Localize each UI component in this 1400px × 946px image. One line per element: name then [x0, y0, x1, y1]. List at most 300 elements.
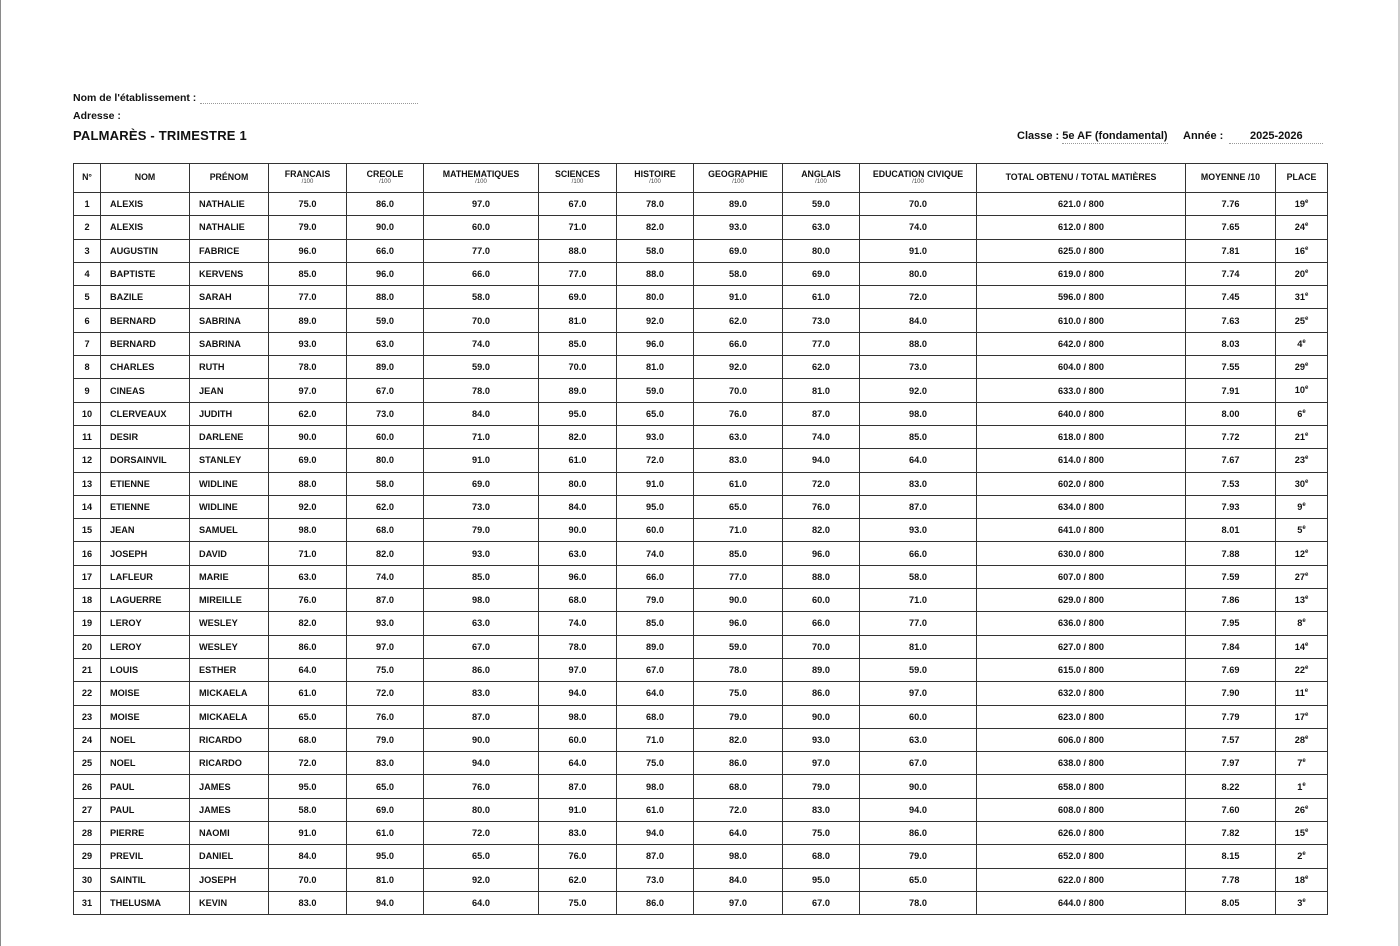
column-header-education-civique [860, 164, 977, 193]
cell-place [1276, 332, 1328, 355]
table-row [74, 379, 1328, 402]
cell-histoire: 61.0 [617, 798, 694, 821]
column-header-max: /100 [571, 179, 584, 186]
table-row [74, 705, 1328, 728]
cell-total: 636.0 / 800 [977, 612, 1186, 635]
cell-anglais: 69.0 [783, 262, 860, 285]
cell-geographie: 86.0 [694, 752, 783, 775]
table-row [74, 682, 1328, 705]
cell-moyenne: 8.00 [1186, 402, 1276, 425]
cell-histoire: 88.0 [617, 262, 694, 285]
cell-creole: 75.0 [347, 658, 424, 681]
cell-creole: 87.0 [347, 589, 424, 612]
annee-value: 2025-2026 [1229, 130, 1323, 144]
cell-total: 626.0 / 800 [977, 822, 1186, 845]
cell-histoire: 68.0 [617, 705, 694, 728]
cell-moyenne: 7.67 [1186, 449, 1276, 472]
cell-education-civique: 72.0 [860, 286, 977, 309]
cell-sciences: 81.0 [539, 309, 617, 332]
cell-geographie: 97.0 [694, 891, 783, 914]
cell-sciences: 75.0 [539, 891, 617, 914]
column-header-label: MATHEMATIQUES [442, 169, 520, 180]
cell-sciences: 77.0 [539, 262, 617, 285]
cell-prenom: JOSEPH [190, 868, 269, 891]
cell-francais: 89.0 [269, 309, 347, 332]
cell-total: 604.0 / 800 [977, 356, 1186, 379]
cell-francais: 58.0 [269, 798, 347, 821]
cell-prenom: JAMES [190, 798, 269, 821]
cell-moyenne: 8.03 [1186, 332, 1276, 355]
cell-sciences: 62.0 [539, 868, 617, 891]
cell-prenom: SABRINA [190, 332, 269, 355]
cell-sciences: 64.0 [539, 752, 617, 775]
cell-num: 19 [74, 612, 101, 635]
place-number: 21 [1294, 432, 1305, 443]
cell-francais: 65.0 [269, 705, 347, 728]
cell-sciences: 89.0 [539, 379, 617, 402]
cell-moyenne: 8.01 [1186, 519, 1276, 542]
cell-anglais: 72.0 [783, 472, 860, 495]
cell-mathematiques: 59.0 [424, 356, 539, 379]
cell-place [1276, 868, 1328, 891]
place-number: 27 [1294, 571, 1305, 582]
cell-education-civique: 84.0 [860, 309, 977, 332]
cell-moyenne: 7.76 [1186, 193, 1276, 216]
cell-num: 15 [74, 519, 101, 542]
cell-anglais: 93.0 [783, 728, 860, 751]
place-number: 14 [1294, 641, 1305, 652]
cell-nom: THELUSMA [101, 891, 190, 914]
cell-num: 9 [74, 379, 101, 402]
cell-num: 10 [74, 402, 101, 425]
cell-nom: NOEL [101, 728, 190, 751]
place-number: 5 [1297, 525, 1303, 536]
cell-place [1276, 635, 1328, 658]
column-header-max: /100 [475, 179, 487, 186]
cell-education-civique: 81.0 [860, 635, 977, 658]
place-number: 26 [1294, 804, 1305, 815]
cell-sciences: 60.0 [539, 728, 617, 751]
cell-moyenne: 7.72 [1186, 425, 1276, 448]
cell-education-civique: 86.0 [860, 822, 977, 845]
cell-prenom: DARLENE [190, 425, 269, 448]
cell-total: 638.0 / 800 [977, 752, 1186, 775]
cell-nom: BERNARD [101, 332, 190, 355]
cell-mathematiques: 78.0 [424, 379, 539, 402]
place-suffix: e [1304, 571, 1309, 578]
place-suffix: e [1304, 362, 1309, 369]
cell-prenom: SABRINA [190, 309, 269, 332]
cell-creole: 88.0 [347, 286, 424, 309]
place-number: 17 [1294, 711, 1305, 722]
cell-moyenne: 7.74 [1186, 262, 1276, 285]
cell-sciences: 68.0 [539, 589, 617, 612]
cell-prenom: WIDLINE [190, 472, 269, 495]
cell-place [1276, 193, 1328, 216]
cell-mathematiques: 94.0 [424, 752, 539, 775]
cell-anglais: 60.0 [783, 589, 860, 612]
column-header-label: NOM [134, 172, 156, 183]
cell-num: 8 [74, 356, 101, 379]
cell-francais: 97.0 [269, 379, 347, 402]
cell-total: 641.0 / 800 [977, 519, 1186, 542]
cell-francais: 61.0 [269, 682, 347, 705]
classe-label: Classe : [1017, 130, 1060, 142]
cell-nom: BAZILE [101, 286, 190, 309]
place-number: 16 [1294, 245, 1305, 256]
cell-education-civique: 71.0 [860, 589, 977, 612]
place-suffix: e [1302, 618, 1306, 625]
cell-sciences: 82.0 [539, 425, 617, 448]
place-number: 9 [1297, 502, 1303, 513]
place-suffix: e [1304, 711, 1309, 718]
cell-geographie: 65.0 [694, 495, 783, 518]
page-left-edge [0, 0, 1, 946]
cell-prenom: KERVENS [190, 262, 269, 285]
cell-sciences: 76.0 [539, 845, 617, 868]
place-number: 8 [1297, 618, 1303, 629]
cell-francais: 77.0 [269, 286, 347, 309]
cell-creole: 80.0 [347, 449, 424, 472]
cell-nom: BAPTISTE [101, 262, 190, 285]
cell-creole: 86.0 [347, 193, 424, 216]
adresse-line [73, 110, 121, 122]
cell-place [1276, 612, 1328, 635]
place-suffix: e [1304, 478, 1309, 485]
cell-num: 18 [74, 589, 101, 612]
table-row [74, 752, 1328, 775]
column-header-max: /100 [301, 179, 314, 186]
cell-geographie: 77.0 [694, 565, 783, 588]
place-suffix: e [1304, 874, 1309, 881]
cell-anglais: 90.0 [783, 705, 860, 728]
cell-nom: LEROY [101, 635, 190, 658]
cell-mathematiques: 70.0 [424, 309, 539, 332]
annee-label: Année : [1183, 130, 1224, 142]
cell-histoire: 78.0 [617, 193, 694, 216]
cell-num: 16 [74, 542, 101, 565]
cell-geographie: 70.0 [694, 379, 783, 402]
place-suffix: e [1304, 315, 1309, 322]
cell-nom: ETIENNE [101, 495, 190, 518]
cell-education-civique: 80.0 [860, 262, 977, 285]
cell-total: 629.0 / 800 [977, 589, 1186, 612]
cell-histoire: 93.0 [617, 425, 694, 448]
cell-moyenne: 7.45 [1186, 286, 1276, 309]
cell-prenom: ESTHER [190, 658, 269, 681]
cell-moyenne: 7.93 [1186, 495, 1276, 518]
table-header-row [74, 164, 1328, 193]
cell-creole: 59.0 [347, 309, 424, 332]
classe-info [1017, 130, 1168, 142]
cell-geographie: 58.0 [694, 262, 783, 285]
place-number: 25 [1294, 315, 1305, 326]
cell-place [1276, 728, 1328, 751]
cell-geographie: 76.0 [694, 402, 783, 425]
table-body [74, 193, 1328, 915]
cell-francais: 82.0 [269, 612, 347, 635]
cell-prenom: WESLEY [190, 612, 269, 635]
cell-moyenne: 7.82 [1186, 822, 1276, 845]
cell-total: 633.0 / 800 [977, 379, 1186, 402]
cell-place [1276, 379, 1328, 402]
cell-francais: 64.0 [269, 658, 347, 681]
cell-place [1276, 286, 1328, 309]
cell-creole: 65.0 [347, 775, 424, 798]
cell-geographie: 59.0 [694, 635, 783, 658]
cell-education-civique: 91.0 [860, 239, 977, 262]
cell-creole: 76.0 [347, 705, 424, 728]
cell-mathematiques: 77.0 [424, 239, 539, 262]
column-header-label: GEOGRAPHIE [708, 169, 768, 180]
cell-place [1276, 565, 1328, 588]
table-row [74, 425, 1328, 448]
cell-histoire: 96.0 [617, 332, 694, 355]
place-number: 11 [1294, 688, 1305, 699]
cell-total: 602.0 / 800 [977, 472, 1186, 495]
cell-anglais: 68.0 [783, 845, 860, 868]
table-row [74, 449, 1328, 472]
place-number: 13 [1294, 595, 1305, 606]
cell-francais: 76.0 [269, 589, 347, 612]
cell-geographie: 90.0 [694, 589, 783, 612]
column-header-histoire [617, 164, 694, 193]
table-row [74, 239, 1328, 262]
cell-nom: CINEAS [101, 379, 190, 402]
cell-num: 21 [74, 658, 101, 681]
cell-histoire: 64.0 [617, 682, 694, 705]
cell-creole: 73.0 [347, 402, 424, 425]
place-suffix: e [1304, 245, 1309, 252]
cell-moyenne: 7.55 [1186, 356, 1276, 379]
cell-sciences: 71.0 [539, 216, 617, 239]
column-header-label: CREOLE [366, 169, 404, 180]
cell-mathematiques: 66.0 [424, 262, 539, 285]
cell-histoire: 89.0 [617, 635, 694, 658]
cell-francais: 70.0 [269, 868, 347, 891]
cell-anglais: 73.0 [783, 309, 860, 332]
table-row [74, 519, 1328, 542]
cell-total: 658.0 / 800 [977, 775, 1186, 798]
cell-num: 11 [74, 425, 101, 448]
cell-anglais: 63.0 [783, 216, 860, 239]
cell-histoire: 87.0 [617, 845, 694, 868]
cell-moyenne: 7.97 [1186, 752, 1276, 775]
cell-prenom: NATHALIE [190, 216, 269, 239]
cell-place [1276, 542, 1328, 565]
cell-sciences: 67.0 [539, 193, 617, 216]
cell-total: 608.0 / 800 [977, 798, 1186, 821]
cell-moyenne: 7.79 [1186, 705, 1276, 728]
cell-mathematiques: 64.0 [424, 891, 539, 914]
cell-nom: LAFLEUR [101, 565, 190, 588]
cell-sciences: 63.0 [539, 542, 617, 565]
table-row [74, 402, 1328, 425]
cell-geographie: 72.0 [694, 798, 783, 821]
cell-total: 630.0 / 800 [977, 542, 1186, 565]
cell-francais: 90.0 [269, 425, 347, 448]
cell-num: 28 [74, 822, 101, 845]
place-number: 3 [1297, 898, 1303, 909]
table-row [74, 635, 1328, 658]
cell-creole: 62.0 [347, 495, 424, 518]
place-suffix: e [1304, 222, 1309, 229]
cell-mathematiques: 60.0 [424, 216, 539, 239]
cell-prenom: WESLEY [190, 635, 269, 658]
cell-prenom: WIDLINE [190, 495, 269, 518]
cell-francais: 79.0 [269, 216, 347, 239]
cell-moyenne: 7.65 [1186, 216, 1276, 239]
cell-prenom: DANIEL [190, 845, 269, 868]
cell-histoire: 79.0 [617, 589, 694, 612]
cell-mathematiques: 58.0 [424, 286, 539, 309]
cell-nom: DESIR [101, 425, 190, 448]
cell-creole: 81.0 [347, 868, 424, 891]
cell-creole: 96.0 [347, 262, 424, 285]
cell-sciences: 84.0 [539, 495, 617, 518]
cell-moyenne: 7.53 [1186, 472, 1276, 495]
cell-histoire: 74.0 [617, 542, 694, 565]
place-number: 23 [1294, 455, 1305, 466]
cell-mathematiques: 65.0 [424, 845, 539, 868]
cell-francais: 98.0 [269, 519, 347, 542]
column-header-mathematiques [424, 164, 539, 193]
cell-total: 614.0 / 800 [977, 449, 1186, 472]
cell-moyenne: 7.84 [1186, 635, 1276, 658]
place-suffix: e [1304, 804, 1309, 811]
place-suffix: e [1304, 734, 1309, 741]
cell-mathematiques: 76.0 [424, 775, 539, 798]
cell-histoire: 60.0 [617, 519, 694, 542]
cell-place [1276, 519, 1328, 542]
cell-anglais: 95.0 [783, 868, 860, 891]
cell-place [1276, 705, 1328, 728]
cell-creole: 66.0 [347, 239, 424, 262]
cell-num: 30 [74, 868, 101, 891]
table-row [74, 775, 1328, 798]
cell-francais: 71.0 [269, 542, 347, 565]
cell-education-civique: 97.0 [860, 682, 977, 705]
cell-num: 6 [74, 309, 101, 332]
cell-geographie: 91.0 [694, 286, 783, 309]
place-suffix: e [1304, 665, 1309, 672]
cell-num: 24 [74, 728, 101, 751]
cell-moyenne: 7.63 [1186, 309, 1276, 332]
cell-anglais: 76.0 [783, 495, 860, 518]
cell-mathematiques: 97.0 [424, 193, 539, 216]
cell-sciences: 96.0 [539, 565, 617, 588]
cell-moyenne: 7.78 [1186, 868, 1276, 891]
cell-total: 621.0 / 800 [977, 193, 1186, 216]
cell-mathematiques: 85.0 [424, 565, 539, 588]
cell-anglais: 59.0 [783, 193, 860, 216]
cell-prenom: RICARDO [190, 728, 269, 751]
cell-histoire: 82.0 [617, 216, 694, 239]
cell-histoire: 67.0 [617, 658, 694, 681]
cell-total: 640.0 / 800 [977, 402, 1186, 425]
cell-francais: 96.0 [269, 239, 347, 262]
cell-geographie: 85.0 [694, 542, 783, 565]
table-row [74, 728, 1328, 751]
cell-moyenne: 7.88 [1186, 542, 1276, 565]
cell-geographie: 92.0 [694, 356, 783, 379]
cell-francais: 84.0 [269, 845, 347, 868]
column-header-place [1276, 164, 1328, 193]
cell-education-civique: 94.0 [860, 798, 977, 821]
place-suffix: e [1302, 898, 1306, 905]
cell-anglais: 96.0 [783, 542, 860, 565]
cell-sciences: 74.0 [539, 612, 617, 635]
cell-mathematiques: 91.0 [424, 449, 539, 472]
cell-total: 619.0 / 800 [977, 262, 1186, 285]
cell-creole: 63.0 [347, 332, 424, 355]
cell-moyenne: 7.57 [1186, 728, 1276, 751]
cell-place [1276, 845, 1328, 868]
cell-creole: 82.0 [347, 542, 424, 565]
etablissement-blank [200, 102, 418, 104]
cell-nom: PAUL [101, 775, 190, 798]
cell-total: 652.0 / 800 [977, 845, 1186, 868]
cell-francais: 83.0 [269, 891, 347, 914]
cell-francais: 95.0 [269, 775, 347, 798]
cell-francais: 92.0 [269, 495, 347, 518]
cell-place [1276, 682, 1328, 705]
cell-nom: MOISE [101, 705, 190, 728]
cell-sciences: 85.0 [539, 332, 617, 355]
cell-sciences: 90.0 [539, 519, 617, 542]
column-header-moyenne [1186, 164, 1276, 193]
classe-value: 5e AF (fondamental) [1062, 130, 1168, 142]
place-suffix: e [1304, 292, 1309, 299]
cell-num: 31 [74, 891, 101, 914]
cell-creole: 58.0 [347, 472, 424, 495]
cell-histoire: 94.0 [617, 822, 694, 845]
cell-total: 634.0 / 800 [977, 495, 1186, 518]
cell-geographie: 69.0 [694, 239, 783, 262]
cell-num: 25 [74, 752, 101, 775]
cell-place [1276, 356, 1328, 379]
column-header-geographie [694, 164, 783, 193]
place-suffix: e [1304, 641, 1309, 648]
place-number: 29 [1294, 362, 1305, 373]
place-suffix: e [1302, 851, 1306, 858]
table-row [74, 193, 1328, 216]
cell-sciences: 95.0 [539, 402, 617, 425]
cell-anglais: 75.0 [783, 822, 860, 845]
cell-sciences: 98.0 [539, 705, 617, 728]
place-number: 4 [1297, 338, 1303, 349]
place-number: 24 [1294, 222, 1305, 233]
cell-education-civique: 58.0 [860, 565, 977, 588]
cell-num: 2 [74, 216, 101, 239]
cell-creole: 68.0 [347, 519, 424, 542]
cell-nom: LAGUERRE [101, 589, 190, 612]
cell-mathematiques: 90.0 [424, 728, 539, 751]
place-suffix: e [1304, 199, 1309, 206]
cell-geographie: 84.0 [694, 868, 783, 891]
cell-geographie: 93.0 [694, 216, 783, 239]
cell-num: 4 [74, 262, 101, 285]
cell-total: 606.0 / 800 [977, 728, 1186, 751]
cell-sciences: 88.0 [539, 239, 617, 262]
place-number: 31 [1294, 292, 1305, 303]
cell-place [1276, 449, 1328, 472]
cell-creole: 60.0 [347, 425, 424, 448]
place-suffix: e [1304, 269, 1309, 275]
cell-num: 1 [74, 193, 101, 216]
cell-education-civique: 87.0 [860, 495, 977, 518]
cell-total: 615.0 / 800 [977, 658, 1186, 681]
